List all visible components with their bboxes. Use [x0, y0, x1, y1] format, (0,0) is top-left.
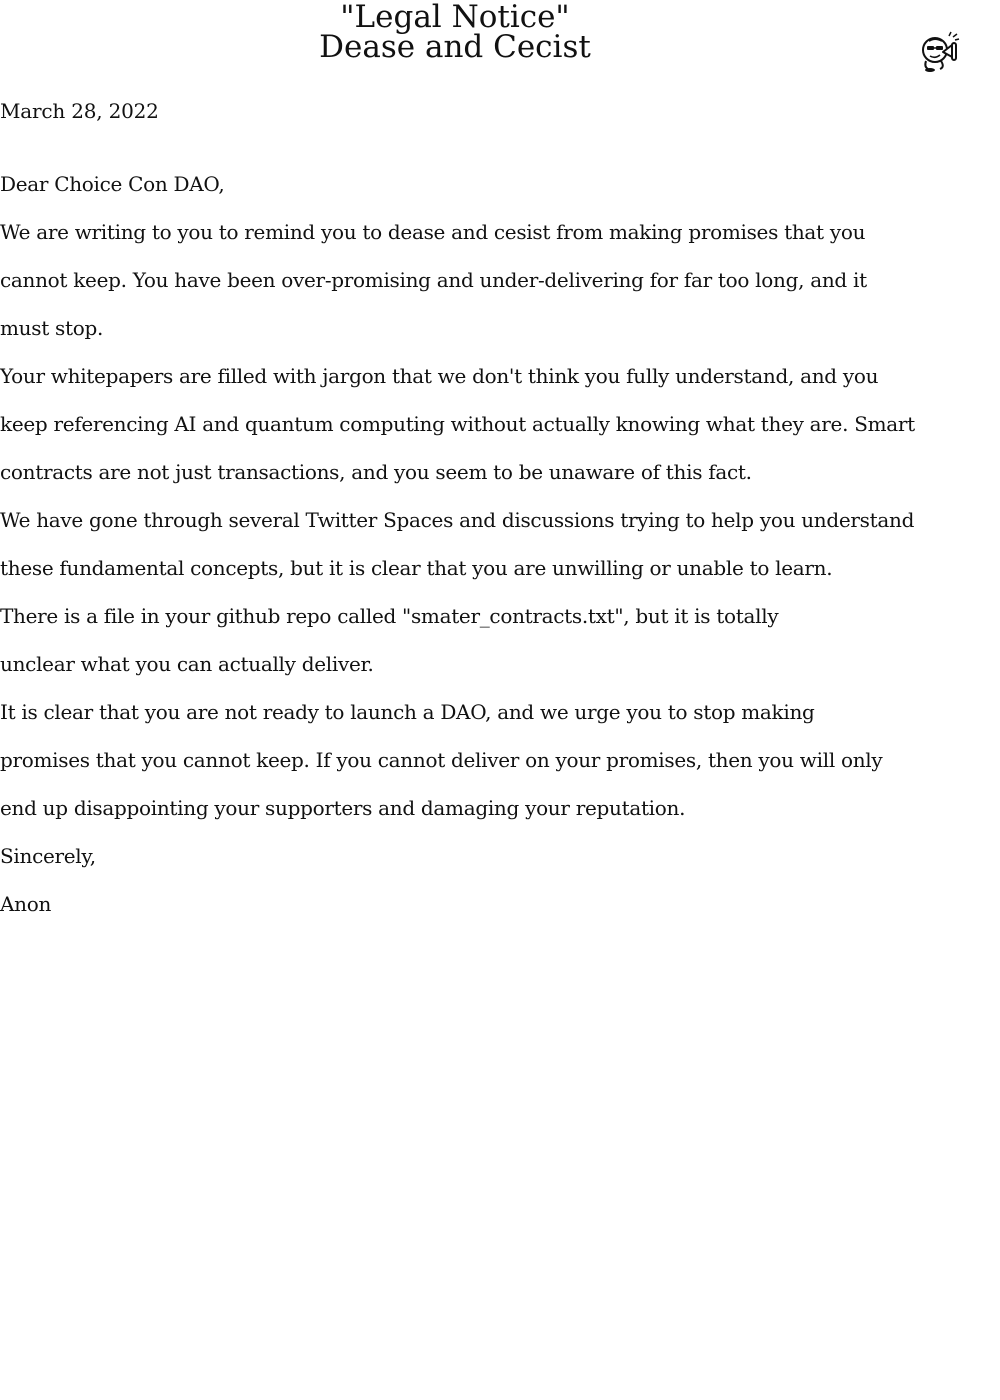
paragraph-2-line-1: Your whitepapers are filled with jargon that we don't think you fully understand, and you — [0, 364, 879, 388]
paragraph-4-line-2: unclear what you can actually deliver. — [0, 652, 374, 676]
paragraph-4-line-1: There is a file in your github repo called "smater_contracts.txt", but it is totally — [0, 604, 779, 628]
title-line-dease-and-cecist: Dease and Cecist — [319, 29, 591, 65]
paragraph-1-line-1: We are writing to you to remind you to dease and cesist from making promises that you — [0, 220, 866, 244]
paragraph-3-line-1: We have gone through several Twitter Spaces and discussions trying to help you understand — [0, 508, 915, 532]
paragraph-3-line-2: these fundamental concepts, but it is clear that you are unwilling or unable to learn. — [0, 556, 833, 580]
bitcoin-mascot-logo-icon — [916, 28, 962, 74]
letter-body — [0, 160, 990, 928]
paragraph-5-line-1: It is clear that you are not ready to launch a DAO, and we urge you to stop making — [0, 700, 815, 724]
title-line-legal-notice: "Legal Notice" — [340, 0, 570, 35]
letter-header — [0, 0, 1000, 80]
signature: Anon — [0, 892, 52, 916]
paragraph-2-line-2: keep referencing AI and quantum computing without actually knowing what they are. Smart — [0, 412, 915, 436]
letter-date: March 28, 2022 — [0, 99, 159, 123]
paragraph-5-line-3: end up disappointing your supporters and damaging your reputation. — [0, 796, 686, 820]
paragraph-1-line-3: must stop. — [0, 316, 104, 340]
paragraph-1-line-2: cannot keep. You have been over-promising and under-delivering for far too long, and it — [0, 268, 867, 292]
closing: Sincerely, — [0, 844, 96, 868]
document-title — [255, 0, 655, 65]
paragraph-5-line-2: promises that you cannot keep. If you cannot deliver on your promises, then you will only — [0, 748, 883, 772]
salutation: Dear Choice Con DAO, — [0, 172, 225, 196]
paragraph-2-line-3: contracts are not just transactions, and you seem to be unaware of this fact. — [0, 460, 752, 484]
